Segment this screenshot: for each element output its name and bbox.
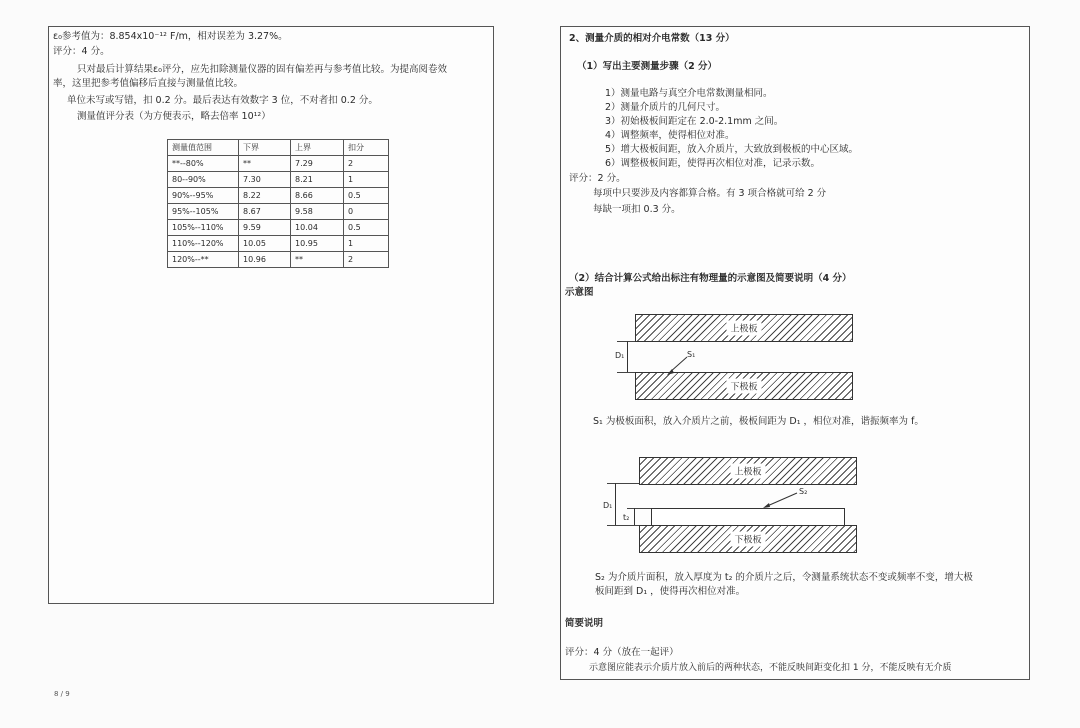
caption: 板间距到 D₁ ，使得再次相位对准。 xyxy=(595,586,746,597)
left-page xyxy=(48,26,494,604)
lower-plate xyxy=(639,525,857,553)
table-header-cell: 测量值范围 xyxy=(168,140,239,156)
dimension-tick xyxy=(607,525,639,526)
upper-plate xyxy=(635,314,853,342)
table-cell: 2 xyxy=(344,252,389,268)
s2-pointer xyxy=(761,491,801,511)
table-cell: ** xyxy=(291,252,344,268)
dimension-tick xyxy=(617,372,635,373)
table-cell: 10.05 xyxy=(239,236,291,252)
note-line: 每项中只要涉及内容都算合格。有 3 项合格就可给 2 分 xyxy=(593,188,827,199)
table-cell: 10.04 xyxy=(291,220,344,236)
page-number: 8 / 9 xyxy=(54,690,70,698)
table-header-row xyxy=(168,140,389,156)
table-cell: 0.5 xyxy=(344,220,389,236)
label-d1: D₁ xyxy=(603,501,613,510)
dimension-line xyxy=(627,341,628,372)
score-line: 评分：2 分。 xyxy=(569,173,626,184)
table-cell: 9.59 xyxy=(239,220,291,236)
table-header-cell: 下界 xyxy=(239,140,291,156)
table-cell: 8.22 xyxy=(239,188,291,204)
table-row xyxy=(168,252,389,268)
lower-plate-label: 下极板 xyxy=(726,379,761,394)
table-cell: **--80% xyxy=(168,156,239,172)
table-row xyxy=(168,236,389,252)
right-page xyxy=(560,26,1030,680)
step-item: 2）测量介质片的几何尺寸。 xyxy=(605,102,726,113)
subsection-title: （1）写出主要测量步骤（2 分） xyxy=(577,61,718,72)
label-s1: S₁ xyxy=(687,350,696,359)
table-row xyxy=(168,156,389,172)
diagram-title: 示意图 xyxy=(565,287,594,298)
dielectric-sample xyxy=(651,508,845,526)
dimension-tick xyxy=(617,341,635,342)
subsection-title: （2）结合计算公式给出标注有物理量的示意图及简要说明（4 分） xyxy=(569,273,852,284)
table-caption: 测量值评分表（为方便表示，略去倍率 10¹²） xyxy=(77,111,271,122)
table-header-cell: 扣分 xyxy=(344,140,389,156)
deduction-rule-line: 单位未写或写错，扣 0.2 分。最后表达有效数字 3 位，不对者扣 0.2 分。 xyxy=(67,95,378,106)
brief-title: 简要说明 xyxy=(565,618,604,629)
table-cell: 8.67 xyxy=(239,204,291,220)
upper-plate-label: 上极板 xyxy=(726,321,761,336)
table-header-cell: 上界 xyxy=(291,140,344,156)
table-cell: 1 xyxy=(344,172,389,188)
table-cell: 7.29 xyxy=(291,156,344,172)
table-cell: 10.95 xyxy=(291,236,344,252)
label-d1: D₁ xyxy=(615,351,625,360)
step-item: 6）调整极板间距，使得再次相位对准，记录示数。 xyxy=(605,158,821,169)
table-cell: ** xyxy=(239,156,291,172)
table-cell: 8.21 xyxy=(291,172,344,188)
table-cell: 7.30 xyxy=(239,172,291,188)
reference-value-line: ε₀参考值为：8.854x10⁻¹² F/m，相对误差为 3.27%。 xyxy=(53,31,288,42)
table-cell: 1 xyxy=(344,236,389,252)
table-row xyxy=(168,188,389,204)
caption: S₂ 为介质片面积，放入厚度为 t₂ 的介质片之后，令测量系统状态不变或频率不变，增大极 xyxy=(595,572,973,583)
label-s2: S₂ xyxy=(799,487,808,496)
label-t2: t₂ xyxy=(623,513,630,522)
dimension-tick xyxy=(607,483,639,484)
paragraph-line: 示意图应能表示介质片放入前后的两种状态，不能反映间距变化扣 1 分，不能反映有无介质 xyxy=(589,663,952,673)
section-title: 2、测量介质的相对介电常数（13 分） xyxy=(569,33,735,44)
table-cell: 2 xyxy=(344,156,389,172)
step-item: 1）测量电路与真空介电常数测量相同。 xyxy=(605,88,773,99)
table-cell: 0.5 xyxy=(344,188,389,204)
table-cell: 90%--95% xyxy=(168,188,239,204)
table-row xyxy=(168,204,389,220)
table-cell: 95%--105% xyxy=(168,204,239,220)
caption: S₁ 为极板面积，放入介质片之前，极板间距为 D₁ ，相位对准，谐振频率为 f。 xyxy=(593,416,924,427)
step-item: 5）增大极板间距，放入介质片，大致放到极板的中心区域。 xyxy=(605,144,859,155)
table-cell: 80--90% xyxy=(168,172,239,188)
table-cell: 105%--110% xyxy=(168,220,239,236)
score-table xyxy=(167,139,389,268)
lower-plate-label: 下极板 xyxy=(730,532,765,547)
table-cell: 110%--120% xyxy=(168,236,239,252)
table-cell: 8.66 xyxy=(291,188,344,204)
paragraph-line: 率，这里把参考值偏移后直接与测量值比较。 xyxy=(53,78,244,89)
step-item: 3）初始极板间距定在 2.0-2.1mm 之间。 xyxy=(605,116,784,127)
table-cell: 9.58 xyxy=(291,204,344,220)
table-cell: 10.96 xyxy=(239,252,291,268)
table-row xyxy=(168,172,389,188)
dimension-tick xyxy=(627,508,651,509)
upper-plate xyxy=(639,457,857,485)
upper-plate-label: 上极板 xyxy=(730,464,765,479)
note-line: 每缺一项扣 0.3 分。 xyxy=(593,204,681,215)
table-cell: 0 xyxy=(344,204,389,220)
step-item: 4）调整频率，使得相位对准。 xyxy=(605,130,735,141)
table-cell: 120%--** xyxy=(168,252,239,268)
score-line: 评分：4 分（放在一起评） xyxy=(565,647,679,658)
dimension-line xyxy=(615,483,616,525)
score-line: 评分：4 分。 xyxy=(53,46,110,57)
s1-pointer xyxy=(665,355,691,377)
paragraph-line: 只对最后计算结果ε₀评分，应先扣除测量仪器的固有偏差再与参考值比较。为提高阅卷效 xyxy=(77,64,447,75)
table-row xyxy=(168,220,389,236)
dimension-line xyxy=(634,508,635,525)
